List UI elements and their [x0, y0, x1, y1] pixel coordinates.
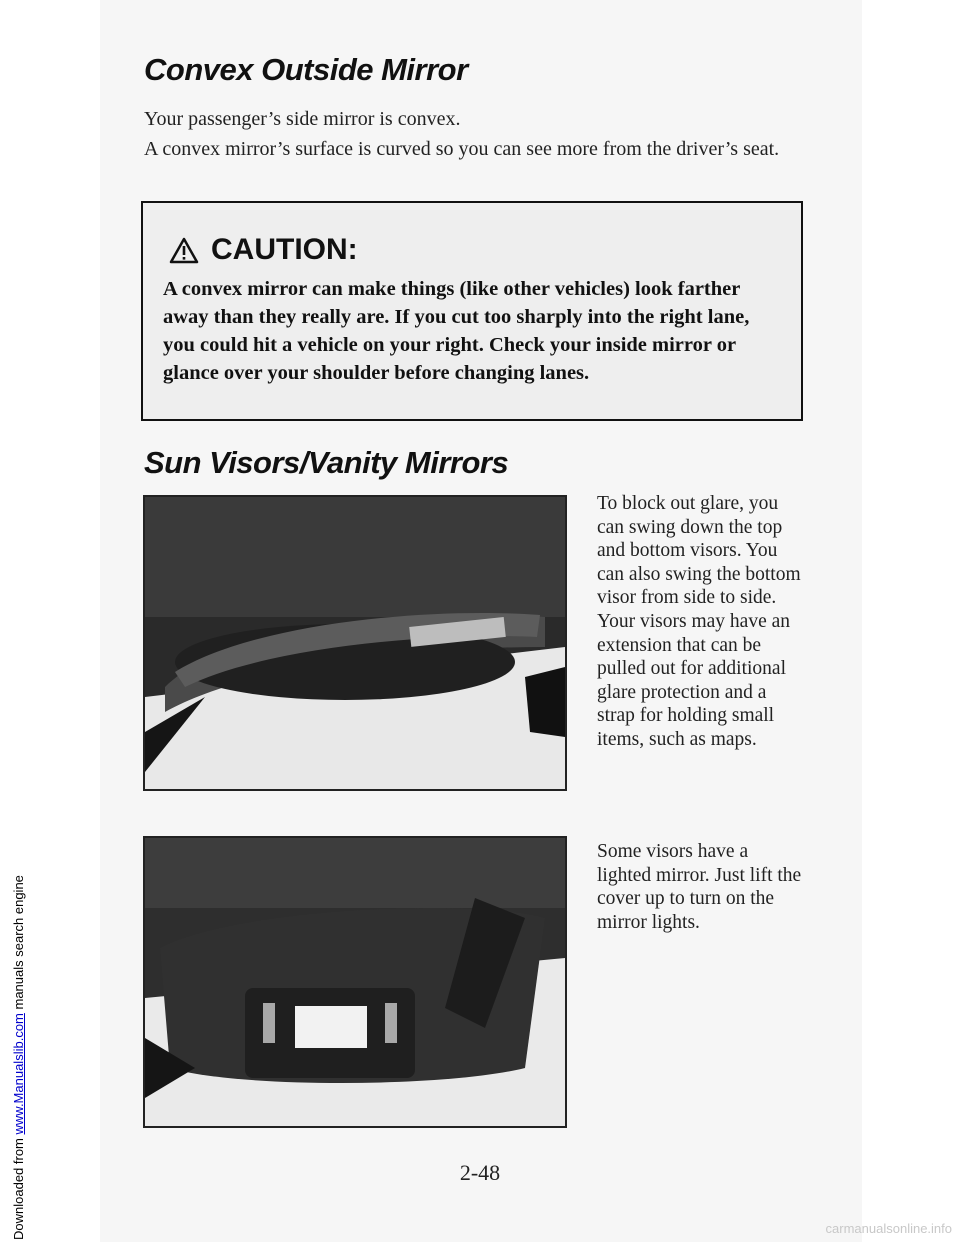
manualslib-link[interactable]: www.Manualslib.com: [11, 1013, 26, 1135]
visor-para-1: To block out glare, you can swing down the top and bottom visors. You can also swing the bottom visor from side to side. Your visors may have an extension that can be pulled out for additional glare protection and a strap for holding small items, such as maps.: [597, 493, 801, 750]
caution-text: A convex mirror can make things (like other vehicles) look farther away than they really are. If you cut too sharply into the right lane, you could hit a vehicle on your right. Check your inside mirror or glance over your shoulder before changing lanes.: [163, 278, 750, 384]
banner-prefix: Downloaded from: [11, 1134, 26, 1240]
download-banner: [0, 0, 26, 1242]
convex-para-2: A convex mirror’s surface is curved so you can see more from the driver’s seat.: [144, 138, 780, 160]
sun-visor-photo: [143, 495, 567, 791]
vanity-mirror-photo: [143, 836, 567, 1128]
banner-suffix: manuals search engine: [11, 875, 26, 1014]
warning-triangle-icon: [169, 237, 199, 264]
caution-box: [141, 201, 803, 421]
page-number: 2-48: [459, 1160, 501, 1185]
section-title-convex-mirror: Convex Outside Mirror: [144, 52, 468, 87]
section-title-sun-visors: Sun Visors/Vanity Mirrors: [144, 445, 509, 480]
convex-para-1: Your passenger’s side mirror is convex.: [144, 108, 461, 130]
caution-title: CAUTION:: [211, 233, 358, 266]
visor-para-2: Some visors have a lighted mirror. Just lift the cover up to turn on the mirror lights.: [597, 841, 802, 933]
caution-heading: [169, 233, 358, 267]
footer-site-watermark: carmanualsonline.info: [825, 1221, 952, 1236]
